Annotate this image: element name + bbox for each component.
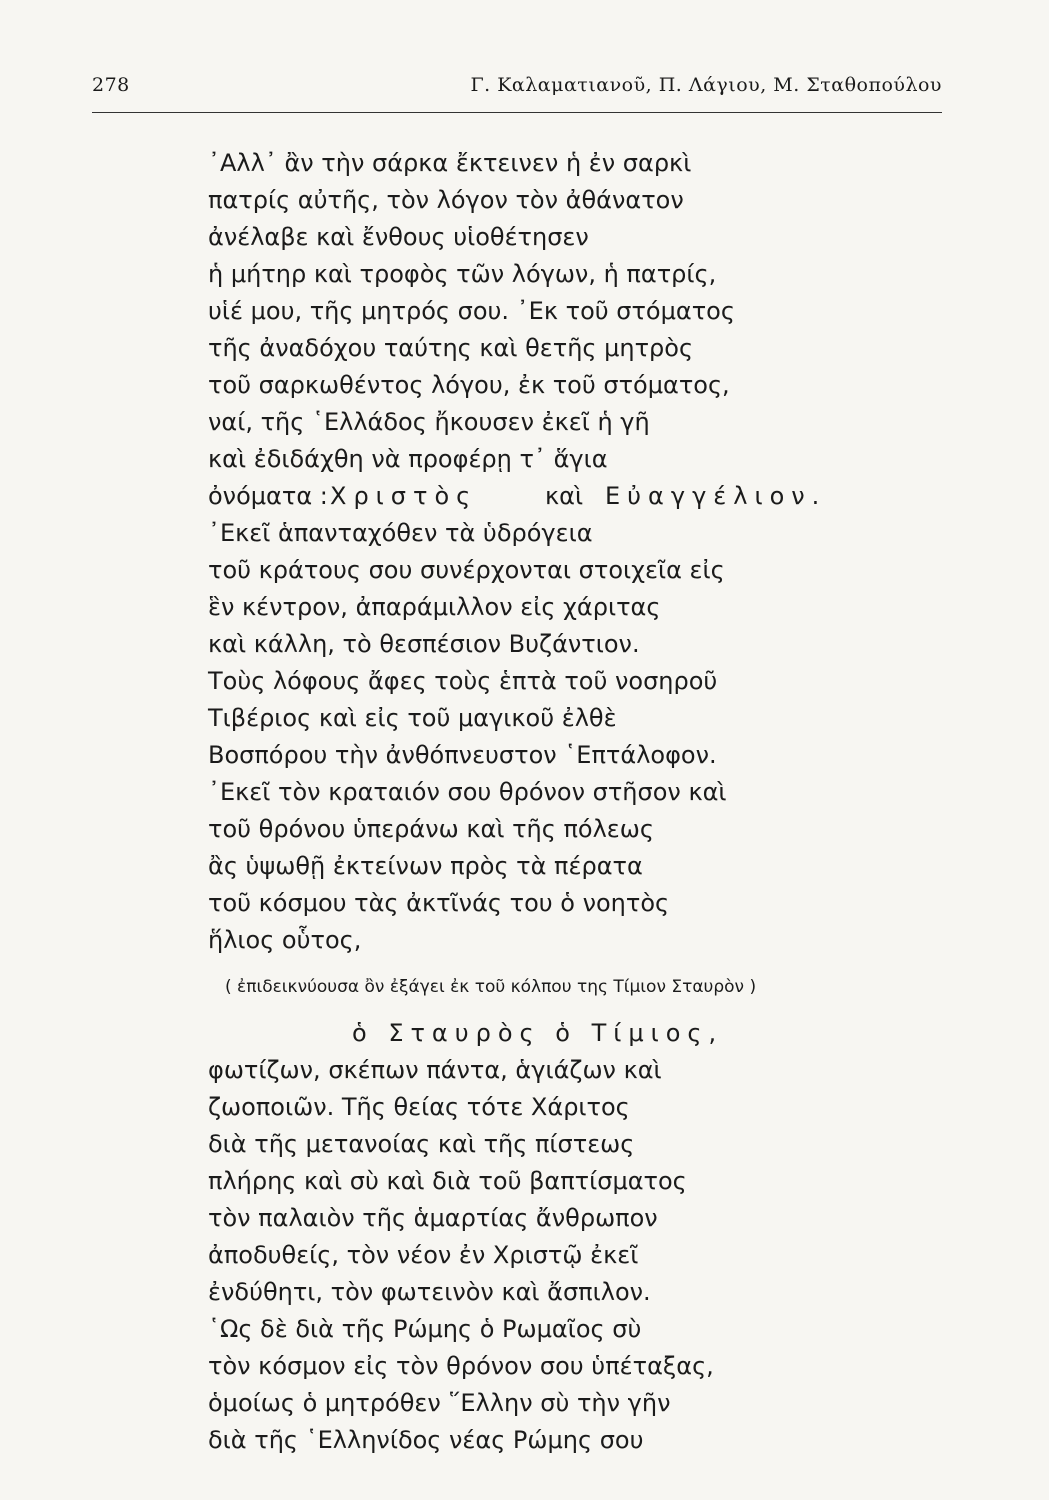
page-number: 278 xyxy=(92,74,130,96)
verse-line: Βοσπόρου τὴν ἀνθόπνευστον ῾Επτάλοφον. xyxy=(208,741,717,769)
verse-line-cross: ὁ Σταυρὸς ὁ Τίμιος, xyxy=(352,1019,724,1047)
verse-line: καὶ ἐδιδάχθη νὰ προφέρῃ τ᾿ ἅγια xyxy=(208,445,608,473)
verse-line: τῆς ἀναδόχου ταύτης καὶ θετῆς μητρὸς xyxy=(208,334,694,362)
verse-line: φωτίζων, σκέπων πάντα, ἁγιάζων καὶ xyxy=(208,1056,662,1084)
verse-line: ναί, τῆς ῾Ελλάδος ἤκουσεν ἐκεῖ ἡ γῆ xyxy=(208,408,650,436)
verse-line: πλήρης καὶ σὺ καὶ διὰ τοῦ βαπτίσματος xyxy=(208,1167,687,1195)
verse-line: καὶ κάλλη, τὸ θεσπέσιον Βυζάντιον. xyxy=(208,630,640,658)
verse-line: τὸν κόσμον εἰς τὸν θρόνον σου ὑπέταξας, xyxy=(208,1352,714,1380)
verse-word-and: καὶ xyxy=(545,482,584,510)
verse-line: ἀνέλαβε καὶ ἔνθους υἱοθέτησεν xyxy=(208,223,589,251)
verse-line: ἡ μήτηρ καὶ τροφὸς τῶν λόγων, ἡ πατρίς, xyxy=(208,260,717,288)
verse-line: ἀποδυθείς, τὸν νέον ἐν Χριστῷ ἐκεῖ xyxy=(208,1241,639,1269)
verse-line: Τιβέριος καὶ εἰς τοῦ μαγικοῦ ἐλθὲ xyxy=(208,704,617,732)
verse-word-gospel: Εὐαγγέλιον. xyxy=(605,482,827,510)
verse-line: διὰ τῆς μετανοίας καὶ τῆς πίστεως xyxy=(208,1130,635,1158)
verse-line: πατρίς αὐτῆς, τὸν λόγον τὸν ἀθάνατον xyxy=(208,186,684,214)
verse-line: ῾Ως δὲ διὰ τῆς Ρώμης ὁ Ρωμαῖος σὺ xyxy=(208,1315,642,1343)
verse-line: ὀνόματα : xyxy=(208,482,328,510)
verse-line: υἱέ μου, τῆς μητρός σου. ᾿Εκ τοῦ στόματος xyxy=(208,297,735,325)
verse-line: ἐνδύθητι, τὸν φωτεινὸν καὶ ἄσπιλον. xyxy=(208,1278,651,1306)
verse-line: ἂς ὑψωθῇ ἐκτείνων πρὸς τὰ πέρατα xyxy=(208,852,643,880)
verse-line: ζωοποιῶν. Τῆς θείας τότε Χάριτος xyxy=(208,1093,630,1121)
verse-line: τὸν παλαιὸν τῆς ἁμαρτίας ἄνθρωπον xyxy=(208,1204,658,1232)
verse-line: ὁμοίως ὁ μητρόθεν ῞Ελλην σὺ τὴν γῆν xyxy=(208,1389,671,1417)
verse-line: ἥλιος οὗτος, xyxy=(208,926,362,954)
verse-line: τοῦ σαρκωθέντος λόγου, ἐκ τοῦ στόματος, xyxy=(208,371,730,399)
verse-line: ἓν κέντρον, ἀπαράμιλλον εἰς χάριτας xyxy=(208,593,661,621)
header-authors: Γ. Καλαματιανοῦ, Π. Λάγιου, Μ. Σταθοπούλου xyxy=(470,74,942,96)
verse-line: τοῦ κράτους σου συνέρχονται στοιχεῖα εἰς xyxy=(208,556,725,584)
verse-line: ᾿Εκεῖ ἁπανταχόθεν τὰ ὑδρόγεια xyxy=(208,519,593,547)
verse-line: τοῦ κόσμου τὰς ἀκτῖνάς του ὁ νοητὸς xyxy=(208,889,670,917)
verse-line: ᾿Εκεῖ τὸν κραταιόν σου θρόνον στῆσον καὶ xyxy=(208,778,727,806)
verse-line: τοῦ θρόνου ὑπεράνω καὶ τῆς πόλεως xyxy=(208,815,654,843)
header-rule xyxy=(92,112,942,113)
verse-line: ᾿Αλλ᾿ ἂν τὴν σάρκα ἔκτεινεν ἡ ἐν σαρκὶ xyxy=(208,149,692,177)
verse-line: Τοὺς λόφους ἄφες τοὺς ἑπτὰ τοῦ νοσηροῦ xyxy=(208,667,718,695)
stage-direction: ( ἐπιδεικνύουσα ὂν ἐξάγει ἐκ τοῦ κόλπου της Τίμιον Σταυρὸν ) xyxy=(225,977,757,997)
verse-word-christ: Χριστὸς xyxy=(330,482,478,510)
verse-line: διὰ τῆς ῾Ελληνίδος νέας Ρώμης σου xyxy=(208,1426,644,1454)
